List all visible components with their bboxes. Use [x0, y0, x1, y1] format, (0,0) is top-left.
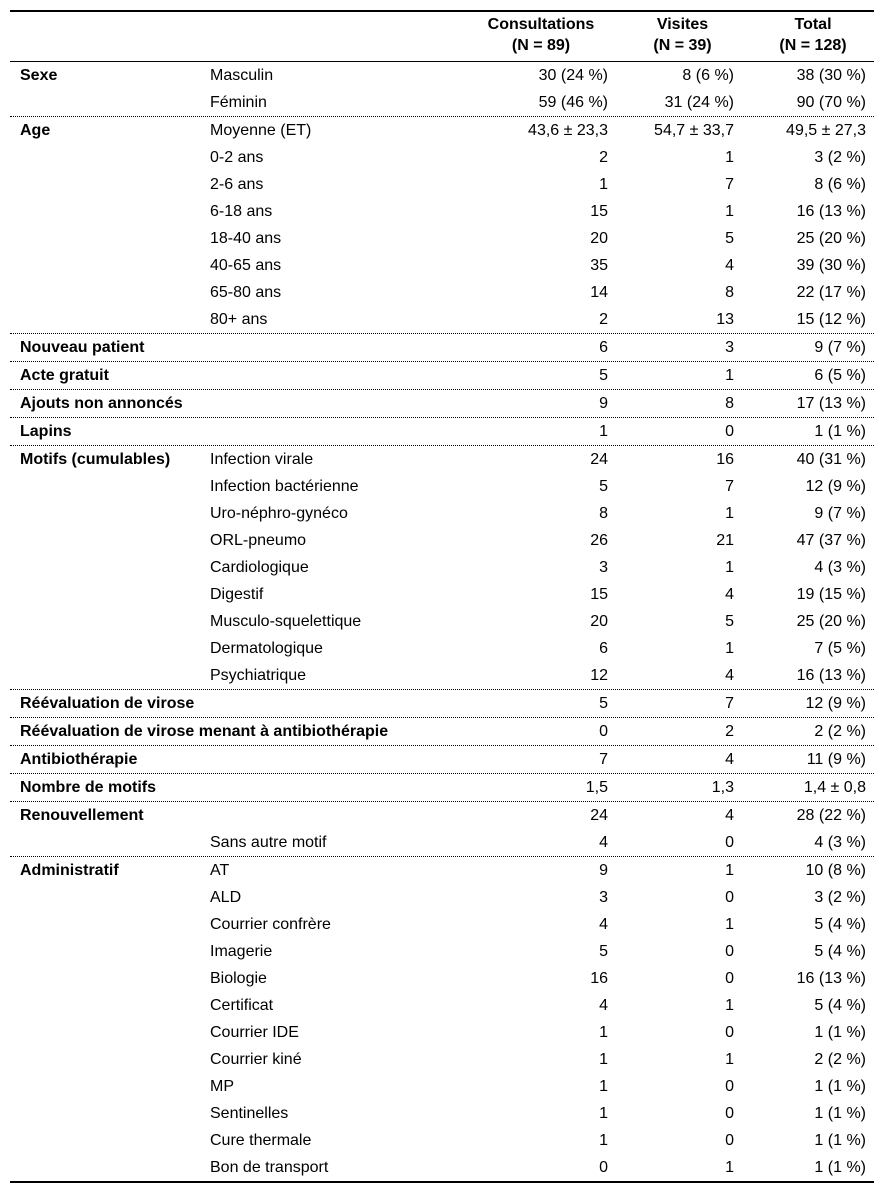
cell-consultations: 1	[599, 1024, 608, 1041]
cell-total: 1,4 ± 0,8	[803, 779, 866, 796]
row-sublabel: Féminin	[210, 94, 267, 111]
table-row	[10, 608, 874, 635]
header-consultations	[476, 14, 606, 56]
cell-consultations: 3	[599, 889, 608, 906]
cell-visites: 4	[725, 807, 734, 824]
cell-consultations: 9	[599, 862, 608, 879]
cell-visites: 1	[725, 997, 734, 1014]
cell-consultations: 1,5	[585, 779, 608, 796]
header-visites-n: (N = 39)	[653, 37, 712, 54]
cell-consultations: 2	[599, 311, 608, 328]
table-header	[10, 10, 874, 62]
cell-consultations: 0	[599, 1159, 608, 1176]
row-sublabel: 6-18 ans	[210, 203, 273, 220]
cell-consultations: 2	[599, 149, 608, 166]
cell-consultations: 15	[590, 586, 608, 603]
cell-visites: 0	[725, 1132, 734, 1149]
cell-consultations: 26	[590, 532, 608, 549]
table-row	[10, 390, 874, 417]
cell-consultations: 3	[599, 559, 608, 576]
cell-visites: 31 (24 %)	[664, 94, 734, 111]
row-sublabel: Digestif	[210, 586, 264, 603]
cell-visites: 7	[725, 695, 734, 712]
cell-consultations: 14	[590, 284, 608, 301]
cell-visites: 0	[725, 1105, 734, 1122]
cell-total: 9 (7 %)	[814, 339, 866, 356]
cell-consultations: 15	[590, 203, 608, 220]
cell-consultations: 35	[590, 257, 608, 274]
cell-total: 4 (3 %)	[814, 834, 866, 851]
row-sublabel: Bon de transport	[210, 1159, 329, 1176]
table-row	[10, 171, 874, 198]
table-row	[10, 718, 874, 745]
row-sublabel: Imagerie	[210, 943, 273, 960]
table-row	[10, 473, 874, 500]
cell-total: 12 (9 %)	[805, 478, 866, 495]
row-sublabel: Moyenne (ET)	[210, 122, 312, 139]
table-row	[10, 857, 874, 884]
table-row	[10, 1100, 874, 1127]
row-group	[10, 418, 874, 446]
cell-visites: 1	[725, 559, 734, 576]
table-row	[10, 279, 874, 306]
cell-consultations: 20	[590, 230, 608, 247]
table-row	[10, 581, 874, 608]
cell-consultations: 1	[599, 1105, 608, 1122]
table-row	[10, 527, 874, 554]
group-label: Antibiothérapie	[20, 751, 138, 768]
cell-visites: 1	[725, 149, 734, 166]
cell-total: 12 (9 %)	[805, 695, 866, 712]
cell-visites: 5	[725, 230, 734, 247]
header-total-label: Total	[794, 16, 832, 33]
cell-total: 1 (1 %)	[814, 1132, 866, 1149]
row-sublabel: 40-65 ans	[210, 257, 282, 274]
cell-consultations: 5	[599, 695, 608, 712]
cell-visites: 8	[725, 395, 734, 412]
table-row	[10, 306, 874, 333]
table-row	[10, 746, 874, 773]
row-sublabel: 18-40 ans	[210, 230, 282, 247]
row-sublabel: MP	[210, 1078, 234, 1095]
cell-total: 22 (17 %)	[796, 284, 866, 301]
header-consultations-label: Consultations	[487, 16, 595, 33]
cell-consultations: 4	[599, 997, 608, 1014]
cell-visites: 13	[716, 311, 734, 328]
row-sublabel: 65-80 ans	[210, 284, 282, 301]
row-sublabel: Cardiologique	[210, 559, 309, 576]
group-label: Motifs (cumulables)	[20, 451, 171, 468]
cell-visites: 1	[725, 862, 734, 879]
cell-visites: 5	[725, 613, 734, 630]
cell-total: 90 (70 %)	[796, 94, 866, 111]
cell-visites: 16	[716, 451, 734, 468]
cell-consultations: 12	[590, 667, 608, 684]
cell-total: 5 (4 %)	[814, 943, 866, 960]
cell-total: 1 (1 %)	[814, 423, 866, 440]
cell-total: 25 (20 %)	[796, 230, 866, 247]
cell-total: 4 (3 %)	[814, 559, 866, 576]
cell-total: 8 (6 %)	[814, 176, 866, 193]
cell-total: 19 (15 %)	[796, 586, 866, 603]
cell-consultations: 20	[590, 613, 608, 630]
row-sublabel: Courrier kiné	[210, 1051, 302, 1068]
cell-visites: 1	[725, 1051, 734, 1068]
cell-visites: 0	[725, 1078, 734, 1095]
cell-consultations: 4	[599, 834, 608, 851]
cell-consultations: 59 (46 %)	[538, 94, 608, 111]
row-group	[10, 857, 874, 1183]
group-label: Administratif	[20, 862, 119, 879]
group-label: Acte gratuit	[20, 367, 109, 384]
cell-total: 5 (4 %)	[814, 997, 866, 1014]
table-row	[10, 884, 874, 911]
table-row	[10, 554, 874, 581]
group-label: Réévaluation de virose	[20, 695, 195, 712]
row-group	[10, 446, 874, 690]
table-row	[10, 334, 874, 361]
row-group	[10, 334, 874, 362]
row-sublabel: Biologie	[210, 970, 267, 987]
data-table	[10, 10, 874, 1183]
cell-consultations: 8	[599, 505, 608, 522]
table-row	[10, 198, 874, 225]
table-row	[10, 802, 874, 829]
cell-total: 25 (20 %)	[796, 613, 866, 630]
row-sublabel: Courrier confrère	[210, 916, 331, 933]
table-row	[10, 62, 874, 89]
row-group	[10, 774, 874, 802]
header-total	[755, 14, 871, 56]
cell-visites: 8 (6 %)	[682, 67, 734, 84]
row-sublabel: 2-6 ans	[210, 176, 264, 193]
cell-visites: 1	[725, 916, 734, 933]
row-sublabel: Cure thermale	[210, 1132, 312, 1149]
cell-visites: 4	[725, 667, 734, 684]
row-sublabel: Psychiatrique	[210, 667, 307, 684]
table-row	[10, 938, 874, 965]
cell-visites: 0	[725, 889, 734, 906]
cell-consultations: 4	[599, 916, 608, 933]
cell-consultations: 0	[599, 723, 608, 740]
cell-total: 16 (13 %)	[796, 203, 866, 220]
cell-total: 15 (12 %)	[796, 311, 866, 328]
cell-visites: 4	[725, 751, 734, 768]
table-row	[10, 1046, 874, 1073]
row-group	[10, 117, 874, 334]
cell-total: 1 (1 %)	[814, 1078, 866, 1095]
group-label: Nouveau patient	[20, 339, 145, 356]
row-group	[10, 390, 874, 418]
table-row	[10, 500, 874, 527]
cell-visites: 1	[725, 505, 734, 522]
cell-consultations: 1	[599, 1132, 608, 1149]
row-sublabel: 80+ ans	[210, 311, 268, 328]
cell-total: 38 (30 %)	[796, 67, 866, 84]
cell-consultations: 6	[599, 640, 608, 657]
header-visites	[630, 14, 735, 56]
cell-total: 2 (2 %)	[814, 723, 866, 740]
cell-visites: 4	[725, 257, 734, 274]
group-label: Age	[20, 122, 51, 139]
cell-consultations: 24	[590, 807, 608, 824]
cell-total: 10 (8 %)	[805, 862, 866, 879]
cell-total: 49,5 ± 27,3	[786, 122, 866, 139]
cell-consultations: 1	[599, 1051, 608, 1068]
cell-total: 6 (5 %)	[814, 367, 866, 384]
cell-total: 9 (7 %)	[814, 505, 866, 522]
cell-consultations: 9	[599, 395, 608, 412]
cell-visites: 54,7 ± 33,7	[654, 122, 734, 139]
row-sublabel: ALD	[210, 889, 242, 906]
cell-total: 47 (37 %)	[796, 532, 866, 549]
cell-visites: 1,3	[711, 779, 734, 796]
group-label: Nombre de motifs	[20, 779, 157, 796]
row-sublabel: Masculin	[210, 67, 274, 84]
cell-visites: 3	[725, 339, 734, 356]
cell-visites: 2	[725, 723, 734, 740]
cell-total: 2 (2 %)	[814, 1051, 866, 1068]
table-row	[10, 144, 874, 171]
header-total-n: (N = 128)	[779, 37, 847, 54]
table-body	[10, 62, 874, 1183]
cell-total: 3 (2 %)	[814, 889, 866, 906]
table-row	[10, 1019, 874, 1046]
row-sublabel: AT	[210, 862, 230, 879]
table-row	[10, 1073, 874, 1100]
row-sublabel: Sentinelles	[210, 1105, 289, 1122]
cell-visites: 0	[725, 1024, 734, 1041]
table-row	[10, 635, 874, 662]
cell-total: 7 (5 %)	[814, 640, 866, 657]
cell-consultations: 5	[599, 478, 608, 495]
group-label: Ajouts non annoncés	[20, 395, 183, 412]
cell-consultations: 5	[599, 367, 608, 384]
table-row	[10, 690, 874, 717]
cell-consultations: 30 (24 %)	[538, 67, 608, 84]
header-consultations-n: (N = 89)	[511, 37, 571, 54]
cell-visites: 7	[725, 478, 734, 495]
cell-total: 1 (1 %)	[814, 1105, 866, 1122]
cell-visites: 7	[725, 176, 734, 193]
cell-total: 3 (2 %)	[814, 149, 866, 166]
cell-consultations: 7	[599, 751, 608, 768]
cell-visites: 0	[725, 423, 734, 440]
row-sublabel: Sans autre motif	[210, 834, 327, 851]
cell-total: 28 (22 %)	[796, 807, 866, 824]
cell-consultations: 43,6 ± 23,3	[528, 122, 608, 139]
cell-consultations: 1	[599, 1078, 608, 1095]
cell-consultations: 16	[590, 970, 608, 987]
cell-visites: 1	[725, 640, 734, 657]
row-sublabel: 0-2 ans	[210, 149, 264, 166]
row-sublabel: ORL-pneumo	[210, 532, 307, 549]
cell-consultations: 1	[599, 423, 608, 440]
row-group	[10, 362, 874, 390]
row-group	[10, 62, 874, 117]
cell-total: 5 (4 %)	[814, 916, 866, 933]
table-row	[10, 252, 874, 279]
header-visites-label: Visites	[656, 16, 709, 33]
cell-total: 16 (13 %)	[796, 970, 866, 987]
cell-total: 40 (31 %)	[796, 451, 866, 468]
row-sublabel: Uro-néphro-gynéco	[210, 505, 348, 522]
table-row	[10, 362, 874, 389]
group-label: Lapins	[20, 423, 72, 440]
cell-total: 1 (1 %)	[814, 1024, 866, 1041]
group-label: Renouvellement	[20, 807, 144, 824]
cell-visites: 0	[725, 943, 734, 960]
cell-total: 1 (1 %)	[814, 1159, 866, 1176]
cell-visites: 4	[725, 586, 734, 603]
group-label: Sexe	[20, 67, 58, 84]
table-row	[10, 774, 874, 801]
table-row	[10, 446, 874, 473]
cell-consultations: 5	[599, 943, 608, 960]
row-sublabel: Musculo-squelettique	[210, 613, 362, 630]
table-row	[10, 829, 874, 856]
table-row	[10, 965, 874, 992]
cell-total: 16 (13 %)	[796, 667, 866, 684]
cell-visites: 1	[725, 203, 734, 220]
row-group	[10, 746, 874, 774]
table-row	[10, 662, 874, 689]
cell-total: 39 (30 %)	[796, 257, 866, 274]
row-sublabel: Courrier IDE	[210, 1024, 299, 1041]
cell-visites: 8	[725, 284, 734, 301]
row-group	[10, 690, 874, 718]
table-row	[10, 911, 874, 938]
cell-total: 17 (13 %)	[796, 395, 866, 412]
table-row	[10, 117, 874, 144]
cell-consultations: 1	[599, 176, 608, 193]
cell-visites: 1	[725, 367, 734, 384]
table-row	[10, 1154, 874, 1181]
row-sublabel: Infection virale	[210, 451, 314, 468]
cell-consultations: 24	[590, 451, 608, 468]
cell-consultations: 6	[599, 339, 608, 356]
table-row	[10, 89, 874, 116]
row-sublabel: Certificat	[210, 997, 274, 1014]
row-group	[10, 718, 874, 746]
group-label: Réévaluation de virose menant à antibiothérapie	[20, 723, 389, 740]
cell-total: 11 (9 %)	[806, 751, 866, 768]
cell-visites: 0	[725, 834, 734, 851]
table-row	[10, 1127, 874, 1154]
table-row	[10, 418, 874, 445]
cell-visites: 1	[725, 1159, 734, 1176]
row-sublabel: Infection bactérienne	[210, 478, 359, 495]
table-row	[10, 225, 874, 252]
table-row	[10, 992, 874, 1019]
cell-visites: 0	[725, 970, 734, 987]
row-sublabel: Dermatologique	[210, 640, 323, 657]
row-group	[10, 802, 874, 857]
cell-visites: 21	[716, 532, 734, 549]
